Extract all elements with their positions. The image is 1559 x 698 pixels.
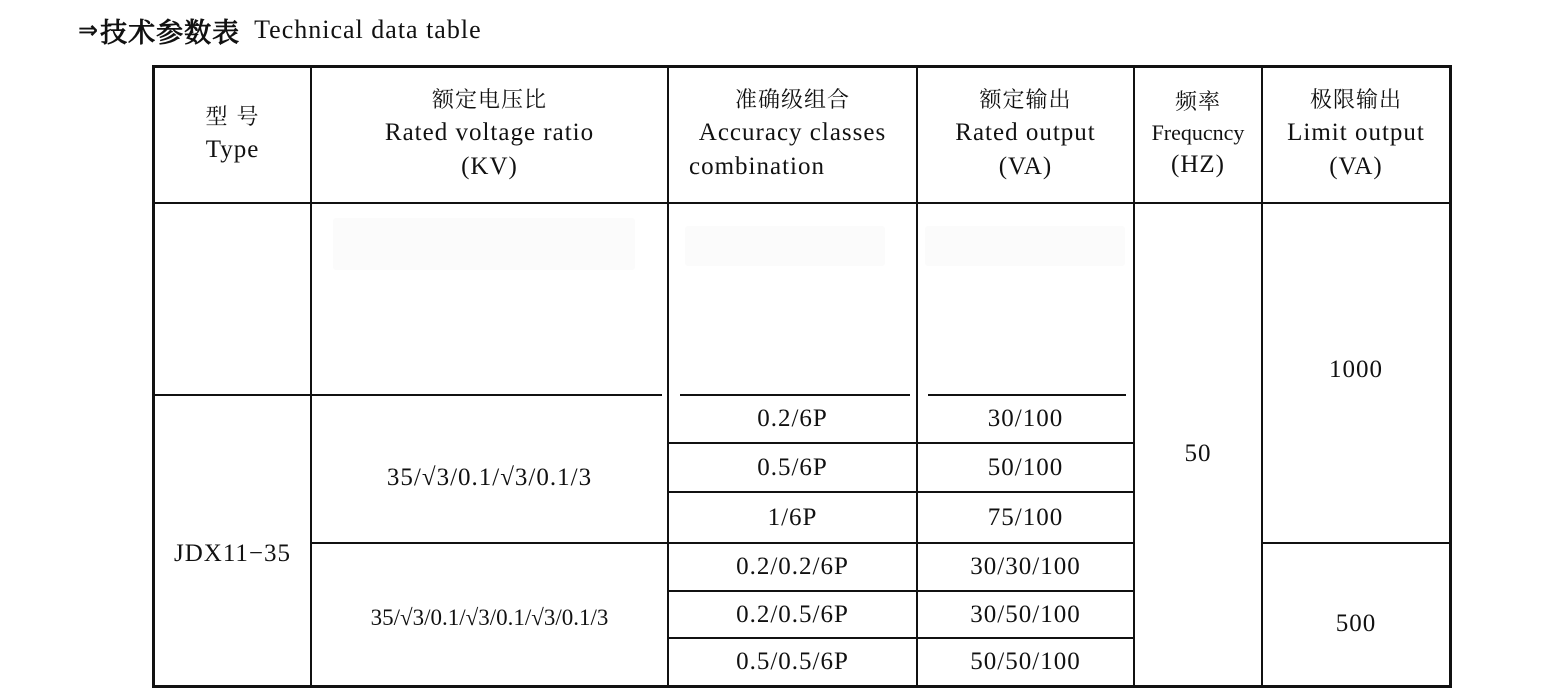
row-divider	[312, 394, 662, 396]
output-cell: 75/100	[987, 503, 1064, 531]
arrow-icon: ⇒	[78, 16, 99, 44]
header-type: 型 号 Type	[205, 105, 260, 163]
header-limit-output: 极限输出 Limit output (VA)	[1287, 88, 1425, 180]
title-english: Technical data table	[254, 15, 482, 44]
limit-output-group-2: 500	[1335, 610, 1377, 638]
accuracy-cell: 0.2/0.2/6P	[736, 553, 849, 581]
voltage-ratio-group-1: 35/√3/0.1/√3/0.1/3	[386, 464, 593, 492]
voltage-ratio-group-2: 35/√3/0.1/√3/0.1/√3/0.1/3	[370, 605, 609, 631]
erased-row-trace	[925, 226, 1125, 266]
header-rated-output: 额定输出 Rated output (VA)	[955, 88, 1096, 180]
row-divider	[155, 394, 310, 396]
section-title	[78, 10, 482, 50]
model-cell: JDX11−35	[173, 540, 291, 568]
accuracy-cell: 0.2/6P	[757, 405, 828, 433]
technical-data-table	[152, 65, 1452, 688]
header-frequency: 频率 Frequcncy (HZ)	[1151, 90, 1245, 178]
header-accuracy-classes: 准确级组合 Accuracy classes combination	[689, 88, 887, 180]
erased-row-trace	[333, 218, 635, 270]
limit-output-group-1: 1000	[1329, 356, 1383, 384]
group-divider	[1263, 542, 1449, 544]
accuracy-cell: 0.5/0.5/6P	[736, 648, 849, 676]
accuracy-cell: 1/6P	[767, 503, 818, 531]
output-cell: 50/100	[987, 453, 1064, 481]
erased-row-trace	[685, 226, 885, 266]
title-chinese: 技术参数表	[100, 17, 241, 49]
output-cell: 50/50/100	[970, 648, 1081, 676]
output-cell: 30/100	[987, 405, 1064, 433]
frequency-cell: 50	[1184, 440, 1212, 468]
output-cell: 30/50/100	[970, 600, 1081, 628]
accuracy-cell: 0.5/6P	[757, 453, 828, 481]
output-cell: 30/30/100	[970, 553, 1081, 581]
header-rated-voltage-ratio: 额定电压比 Rated voltage ratio (KV)	[384, 88, 595, 180]
header-divider	[155, 202, 1449, 204]
accuracy-cell: 0.2/0.5/6P	[736, 600, 849, 628]
